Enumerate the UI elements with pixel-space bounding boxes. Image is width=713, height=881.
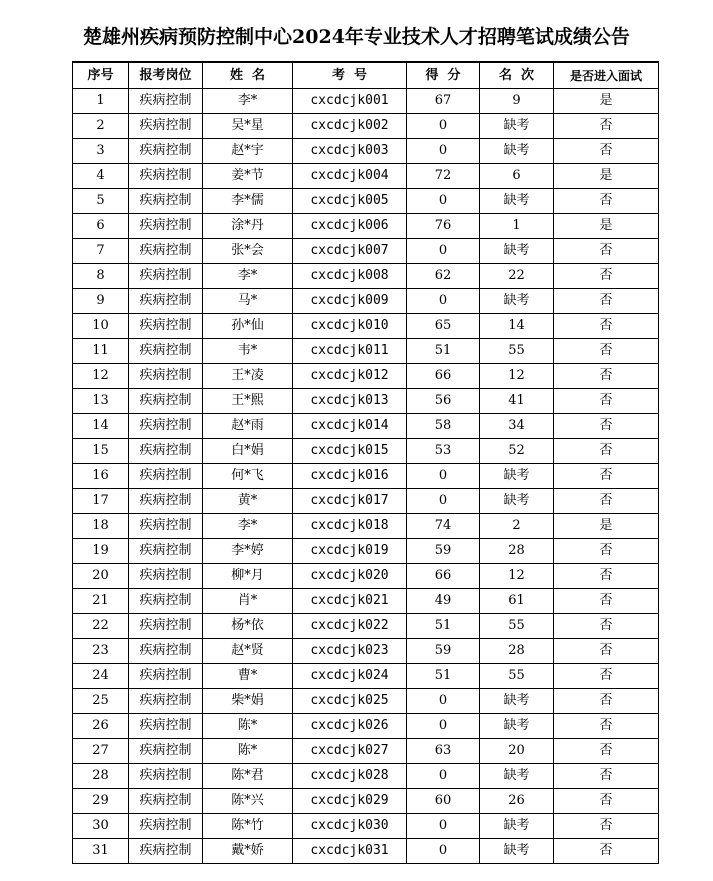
cell-score: 0 bbox=[407, 114, 480, 139]
table-row bbox=[73, 264, 659, 289]
cell-name: 陈*兴 bbox=[203, 789, 293, 814]
cell-seq: 2 bbox=[73, 114, 129, 139]
cell-name: 柳*月 bbox=[203, 564, 293, 589]
cell-name: 陈* bbox=[203, 739, 293, 764]
cell-interview: 否 bbox=[554, 564, 659, 589]
cell-interview: 否 bbox=[554, 239, 659, 264]
cell-exam-id: cxcdcjk017 bbox=[293, 489, 407, 514]
table-row bbox=[73, 789, 659, 814]
cell-interview: 否 bbox=[554, 289, 659, 314]
cell-exam-id: cxcdcjk005 bbox=[293, 189, 407, 214]
cell-interview: 否 bbox=[554, 389, 659, 414]
cell-seq: 21 bbox=[73, 589, 129, 614]
cell-seq: 28 bbox=[73, 764, 129, 789]
cell-seq: 11 bbox=[73, 339, 129, 364]
cell-rank: 34 bbox=[480, 414, 554, 439]
table-row bbox=[73, 689, 659, 714]
cell-rank: 41 bbox=[480, 389, 554, 414]
table-row bbox=[73, 464, 659, 489]
cell-name: 李* bbox=[203, 264, 293, 289]
cell-seq: 30 bbox=[73, 814, 129, 839]
cell-score: 58 bbox=[407, 414, 480, 439]
table-row bbox=[73, 489, 659, 514]
cell-score: 0 bbox=[407, 139, 480, 164]
cell-name: 韦* bbox=[203, 339, 293, 364]
table-row bbox=[73, 189, 659, 214]
cell-name: 王*熙 bbox=[203, 389, 293, 414]
cell-seq: 6 bbox=[73, 214, 129, 239]
cell-score: 0 bbox=[407, 839, 480, 864]
table-row bbox=[73, 764, 659, 789]
cell-rank: 缺考 bbox=[480, 814, 554, 839]
cell-score: 72 bbox=[407, 164, 480, 189]
cell-position: 疾病控制 bbox=[129, 464, 203, 489]
cell-rank: 28 bbox=[480, 539, 554, 564]
table-row bbox=[73, 164, 659, 189]
cell-position: 疾病控制 bbox=[129, 739, 203, 764]
cell-seq: 5 bbox=[73, 189, 129, 214]
cell-rank: 22 bbox=[480, 264, 554, 289]
cell-position: 疾病控制 bbox=[129, 539, 203, 564]
cell-position: 疾病控制 bbox=[129, 764, 203, 789]
cell-position: 疾病控制 bbox=[129, 614, 203, 639]
cell-name: 柴*娟 bbox=[203, 689, 293, 714]
header-score: 得 分 bbox=[407, 62, 480, 89]
cell-seq: 7 bbox=[73, 239, 129, 264]
cell-interview: 否 bbox=[554, 789, 659, 814]
cell-exam-id: cxcdcjk020 bbox=[293, 564, 407, 589]
cell-seq: 10 bbox=[73, 314, 129, 339]
cell-exam-id: cxcdcjk030 bbox=[293, 814, 407, 839]
cell-interview: 否 bbox=[554, 814, 659, 839]
cell-rank: 20 bbox=[480, 739, 554, 764]
cell-interview: 否 bbox=[554, 314, 659, 339]
cell-interview: 是 bbox=[554, 514, 659, 539]
cell-position: 疾病控制 bbox=[129, 389, 203, 414]
cell-name: 李*婷 bbox=[203, 539, 293, 564]
cell-rank: 缺考 bbox=[480, 114, 554, 139]
page-title: 楚雄州疾病预防控制中心2024年专业技术人才招聘笔试成绩公告 bbox=[83, 26, 630, 48]
cell-exam-id: cxcdcjk016 bbox=[293, 464, 407, 489]
cell-seq: 27 bbox=[73, 739, 129, 764]
cell-rank: 缺考 bbox=[480, 764, 554, 789]
cell-exam-id: cxcdcjk008 bbox=[293, 264, 407, 289]
cell-seq: 19 bbox=[73, 539, 129, 564]
cell-score: 63 bbox=[407, 739, 480, 764]
cell-position: 疾病控制 bbox=[129, 264, 203, 289]
table-row bbox=[73, 639, 659, 664]
cell-interview: 否 bbox=[554, 464, 659, 489]
cell-position: 疾病控制 bbox=[129, 689, 203, 714]
cell-position: 疾病控制 bbox=[129, 514, 203, 539]
cell-rank: 12 bbox=[480, 564, 554, 589]
cell-score: 0 bbox=[407, 764, 480, 789]
cell-exam-id: cxcdcjk004 bbox=[293, 164, 407, 189]
cell-rank: 缺考 bbox=[480, 189, 554, 214]
cell-rank: 9 bbox=[480, 89, 554, 114]
table-row bbox=[73, 664, 659, 689]
table-row bbox=[73, 239, 659, 264]
cell-seq: 12 bbox=[73, 364, 129, 389]
cell-position: 疾病控制 bbox=[129, 339, 203, 364]
cell-position: 疾病控制 bbox=[129, 164, 203, 189]
cell-position: 疾病控制 bbox=[129, 439, 203, 464]
cell-rank: 55 bbox=[480, 339, 554, 364]
table-row bbox=[73, 539, 659, 564]
cell-seq: 14 bbox=[73, 414, 129, 439]
cell-rank: 6 bbox=[480, 164, 554, 189]
cell-position: 疾病控制 bbox=[129, 114, 203, 139]
cell-position: 疾病控制 bbox=[129, 714, 203, 739]
cell-name: 李* bbox=[203, 89, 293, 114]
cell-position: 疾病控制 bbox=[129, 214, 203, 239]
cell-seq: 15 bbox=[73, 439, 129, 464]
cell-exam-id: cxcdcjk012 bbox=[293, 364, 407, 389]
cell-seq: 4 bbox=[73, 164, 129, 189]
cell-interview: 否 bbox=[554, 714, 659, 739]
header-name: 姓 名 bbox=[203, 62, 293, 89]
cell-interview: 否 bbox=[554, 614, 659, 639]
cell-score: 53 bbox=[407, 439, 480, 464]
cell-exam-id: cxcdcjk006 bbox=[293, 214, 407, 239]
cell-rank: 缺考 bbox=[480, 239, 554, 264]
cell-seq: 16 bbox=[73, 464, 129, 489]
table-row bbox=[73, 814, 659, 839]
cell-position: 疾病控制 bbox=[129, 789, 203, 814]
cell-rank: 55 bbox=[480, 614, 554, 639]
cell-rank: 缺考 bbox=[480, 464, 554, 489]
cell-rank: 26 bbox=[480, 789, 554, 814]
table-row bbox=[73, 139, 659, 164]
table-row bbox=[73, 589, 659, 614]
cell-rank: 28 bbox=[480, 639, 554, 664]
cell-score: 0 bbox=[407, 814, 480, 839]
cell-exam-id: cxcdcjk013 bbox=[293, 389, 407, 414]
cell-seq: 3 bbox=[73, 139, 129, 164]
cell-name: 孙*仙 bbox=[203, 314, 293, 339]
cell-seq: 8 bbox=[73, 264, 129, 289]
cell-score: 74 bbox=[407, 514, 480, 539]
cell-exam-id: cxcdcjk023 bbox=[293, 639, 407, 664]
cell-interview: 否 bbox=[554, 414, 659, 439]
table-row bbox=[73, 614, 659, 639]
cell-score: 56 bbox=[407, 389, 480, 414]
cell-name: 吴*星 bbox=[203, 114, 293, 139]
cell-score: 51 bbox=[407, 339, 480, 364]
cell-score: 59 bbox=[407, 539, 480, 564]
cell-position: 疾病控制 bbox=[129, 639, 203, 664]
table-row bbox=[73, 414, 659, 439]
cell-interview: 否 bbox=[554, 264, 659, 289]
cell-interview: 否 bbox=[554, 639, 659, 664]
table-row bbox=[73, 114, 659, 139]
cell-seq: 9 bbox=[73, 289, 129, 314]
cell-interview: 否 bbox=[554, 839, 659, 864]
cell-score: 0 bbox=[407, 239, 480, 264]
cell-seq: 13 bbox=[73, 389, 129, 414]
cell-interview: 否 bbox=[554, 339, 659, 364]
cell-seq: 22 bbox=[73, 614, 129, 639]
table-body bbox=[73, 89, 659, 864]
cell-score: 62 bbox=[407, 264, 480, 289]
cell-rank: 2 bbox=[480, 514, 554, 539]
cell-seq: 24 bbox=[73, 664, 129, 689]
cell-position: 疾病控制 bbox=[129, 289, 203, 314]
cell-name: 涂*丹 bbox=[203, 214, 293, 239]
cell-name: 陈*君 bbox=[203, 764, 293, 789]
cell-interview: 否 bbox=[554, 114, 659, 139]
cell-name: 陈*竹 bbox=[203, 814, 293, 839]
cell-interview: 否 bbox=[554, 189, 659, 214]
cell-name: 肖* bbox=[203, 589, 293, 614]
table-row bbox=[73, 314, 659, 339]
cell-position: 疾病控制 bbox=[129, 139, 203, 164]
cell-interview: 否 bbox=[554, 139, 659, 164]
cell-position: 疾病控制 bbox=[129, 589, 203, 614]
cell-exam-id: cxcdcjk028 bbox=[293, 764, 407, 789]
cell-exam-id: cxcdcjk003 bbox=[293, 139, 407, 164]
cell-seq: 23 bbox=[73, 639, 129, 664]
cell-score: 65 bbox=[407, 314, 480, 339]
table-row bbox=[73, 714, 659, 739]
cell-exam-id: cxcdcjk024 bbox=[293, 664, 407, 689]
cell-score: 66 bbox=[407, 564, 480, 589]
table-row bbox=[73, 389, 659, 414]
cell-name: 赵*雨 bbox=[203, 414, 293, 439]
cell-position: 疾病控制 bbox=[129, 814, 203, 839]
cell-seq: 25 bbox=[73, 689, 129, 714]
cell-interview: 否 bbox=[554, 439, 659, 464]
cell-rank: 52 bbox=[480, 439, 554, 464]
table-row bbox=[73, 89, 659, 114]
cell-score: 51 bbox=[407, 614, 480, 639]
cell-seq: 18 bbox=[73, 514, 129, 539]
table-row bbox=[73, 214, 659, 239]
cell-score: 0 bbox=[407, 489, 480, 514]
header-interview: 是否进入面试 bbox=[554, 62, 659, 89]
table-row bbox=[73, 839, 659, 864]
cell-interview: 否 bbox=[554, 539, 659, 564]
cell-exam-id: cxcdcjk018 bbox=[293, 514, 407, 539]
cell-name: 戴*娇 bbox=[203, 839, 293, 864]
header-position: 报考岗位 bbox=[129, 62, 203, 89]
cell-exam-id: cxcdcjk027 bbox=[293, 739, 407, 764]
cell-seq: 20 bbox=[73, 564, 129, 589]
cell-exam-id: cxcdcjk001 bbox=[293, 89, 407, 114]
cell-exam-id: cxcdcjk019 bbox=[293, 539, 407, 564]
header-seq: 序号 bbox=[73, 62, 129, 89]
cell-exam-id: cxcdcjk007 bbox=[293, 239, 407, 264]
table-row bbox=[73, 289, 659, 314]
cell-interview: 否 bbox=[554, 489, 659, 514]
cell-position: 疾病控制 bbox=[129, 839, 203, 864]
cell-position: 疾病控制 bbox=[129, 489, 203, 514]
cell-exam-id: cxcdcjk002 bbox=[293, 114, 407, 139]
cell-seq: 1 bbox=[73, 89, 129, 114]
cell-score: 66 bbox=[407, 364, 480, 389]
cell-rank: 缺考 bbox=[480, 489, 554, 514]
cell-name: 姜*节 bbox=[203, 164, 293, 189]
cell-name: 李* bbox=[203, 514, 293, 539]
cell-name: 曹* bbox=[203, 664, 293, 689]
cell-exam-id: cxcdcjk025 bbox=[293, 689, 407, 714]
cell-score: 0 bbox=[407, 189, 480, 214]
cell-name: 李*儒 bbox=[203, 189, 293, 214]
cell-name: 何*飞 bbox=[203, 464, 293, 489]
cell-seq: 31 bbox=[73, 839, 129, 864]
cell-name: 白*娟 bbox=[203, 439, 293, 464]
cell-exam-id: cxcdcjk029 bbox=[293, 789, 407, 814]
cell-exam-id: cxcdcjk031 bbox=[293, 839, 407, 864]
cell-exam-id: cxcdcjk026 bbox=[293, 714, 407, 739]
cell-name: 杨*依 bbox=[203, 614, 293, 639]
cell-rank: 缺考 bbox=[480, 714, 554, 739]
table-row bbox=[73, 564, 659, 589]
table-row bbox=[73, 339, 659, 364]
table-row bbox=[73, 739, 659, 764]
cell-interview: 否 bbox=[554, 364, 659, 389]
cell-exam-id: cxcdcjk022 bbox=[293, 614, 407, 639]
header-rank: 名 次 bbox=[480, 62, 554, 89]
cell-score: 67 bbox=[407, 89, 480, 114]
cell-position: 疾病控制 bbox=[129, 239, 203, 264]
cell-rank: 缺考 bbox=[480, 839, 554, 864]
cell-name: 赵*宇 bbox=[203, 139, 293, 164]
cell-seq: 29 bbox=[73, 789, 129, 814]
cell-interview: 是 bbox=[554, 164, 659, 189]
cell-exam-id: cxcdcjk015 bbox=[293, 439, 407, 464]
cell-score: 51 bbox=[407, 664, 480, 689]
cell-interview: 否 bbox=[554, 739, 659, 764]
cell-rank: 缺考 bbox=[480, 139, 554, 164]
cell-score: 76 bbox=[407, 214, 480, 239]
cell-name: 张*会 bbox=[203, 239, 293, 264]
cell-rank: 61 bbox=[480, 589, 554, 614]
table-row bbox=[73, 439, 659, 464]
cell-score: 0 bbox=[407, 689, 480, 714]
cell-interview: 否 bbox=[554, 764, 659, 789]
cell-interview: 是 bbox=[554, 89, 659, 114]
cell-seq: 26 bbox=[73, 714, 129, 739]
cell-name: 陈* bbox=[203, 714, 293, 739]
cell-rank: 14 bbox=[480, 314, 554, 339]
cell-exam-id: cxcdcjk009 bbox=[293, 289, 407, 314]
cell-position: 疾病控制 bbox=[129, 414, 203, 439]
cell-exam-id: cxcdcjk011 bbox=[293, 339, 407, 364]
cell-exam-id: cxcdcjk010 bbox=[293, 314, 407, 339]
cell-rank: 缺考 bbox=[480, 289, 554, 314]
cell-seq: 17 bbox=[73, 489, 129, 514]
cell-interview: 否 bbox=[554, 689, 659, 714]
cell-position: 疾病控制 bbox=[129, 89, 203, 114]
cell-score: 60 bbox=[407, 789, 480, 814]
header-exam-id: 考 号 bbox=[293, 62, 407, 89]
cell-rank: 缺考 bbox=[480, 689, 554, 714]
cell-exam-id: cxcdcjk021 bbox=[293, 589, 407, 614]
cell-score: 59 bbox=[407, 639, 480, 664]
cell-score: 0 bbox=[407, 289, 480, 314]
cell-rank: 1 bbox=[480, 214, 554, 239]
cell-rank: 55 bbox=[480, 664, 554, 689]
table-row bbox=[73, 364, 659, 389]
cell-position: 疾病控制 bbox=[129, 314, 203, 339]
cell-position: 疾病控制 bbox=[129, 364, 203, 389]
cell-score: 0 bbox=[407, 714, 480, 739]
cell-score: 0 bbox=[407, 464, 480, 489]
cell-interview: 是 bbox=[554, 214, 659, 239]
cell-rank: 12 bbox=[480, 364, 554, 389]
cell-interview: 否 bbox=[554, 589, 659, 614]
cell-name: 王*凌 bbox=[203, 364, 293, 389]
cell-interview: 否 bbox=[554, 664, 659, 689]
cell-score: 49 bbox=[407, 589, 480, 614]
cell-name: 马* bbox=[203, 289, 293, 314]
cell-name: 黄* bbox=[203, 489, 293, 514]
table-header-row bbox=[73, 62, 659, 89]
table-row bbox=[73, 514, 659, 539]
cell-exam-id: cxcdcjk014 bbox=[293, 414, 407, 439]
cell-position: 疾病控制 bbox=[129, 189, 203, 214]
cell-name: 赵*贤 bbox=[203, 639, 293, 664]
cell-position: 疾病控制 bbox=[129, 664, 203, 689]
cell-position: 疾病控制 bbox=[129, 564, 203, 589]
scores-table bbox=[72, 61, 659, 864]
